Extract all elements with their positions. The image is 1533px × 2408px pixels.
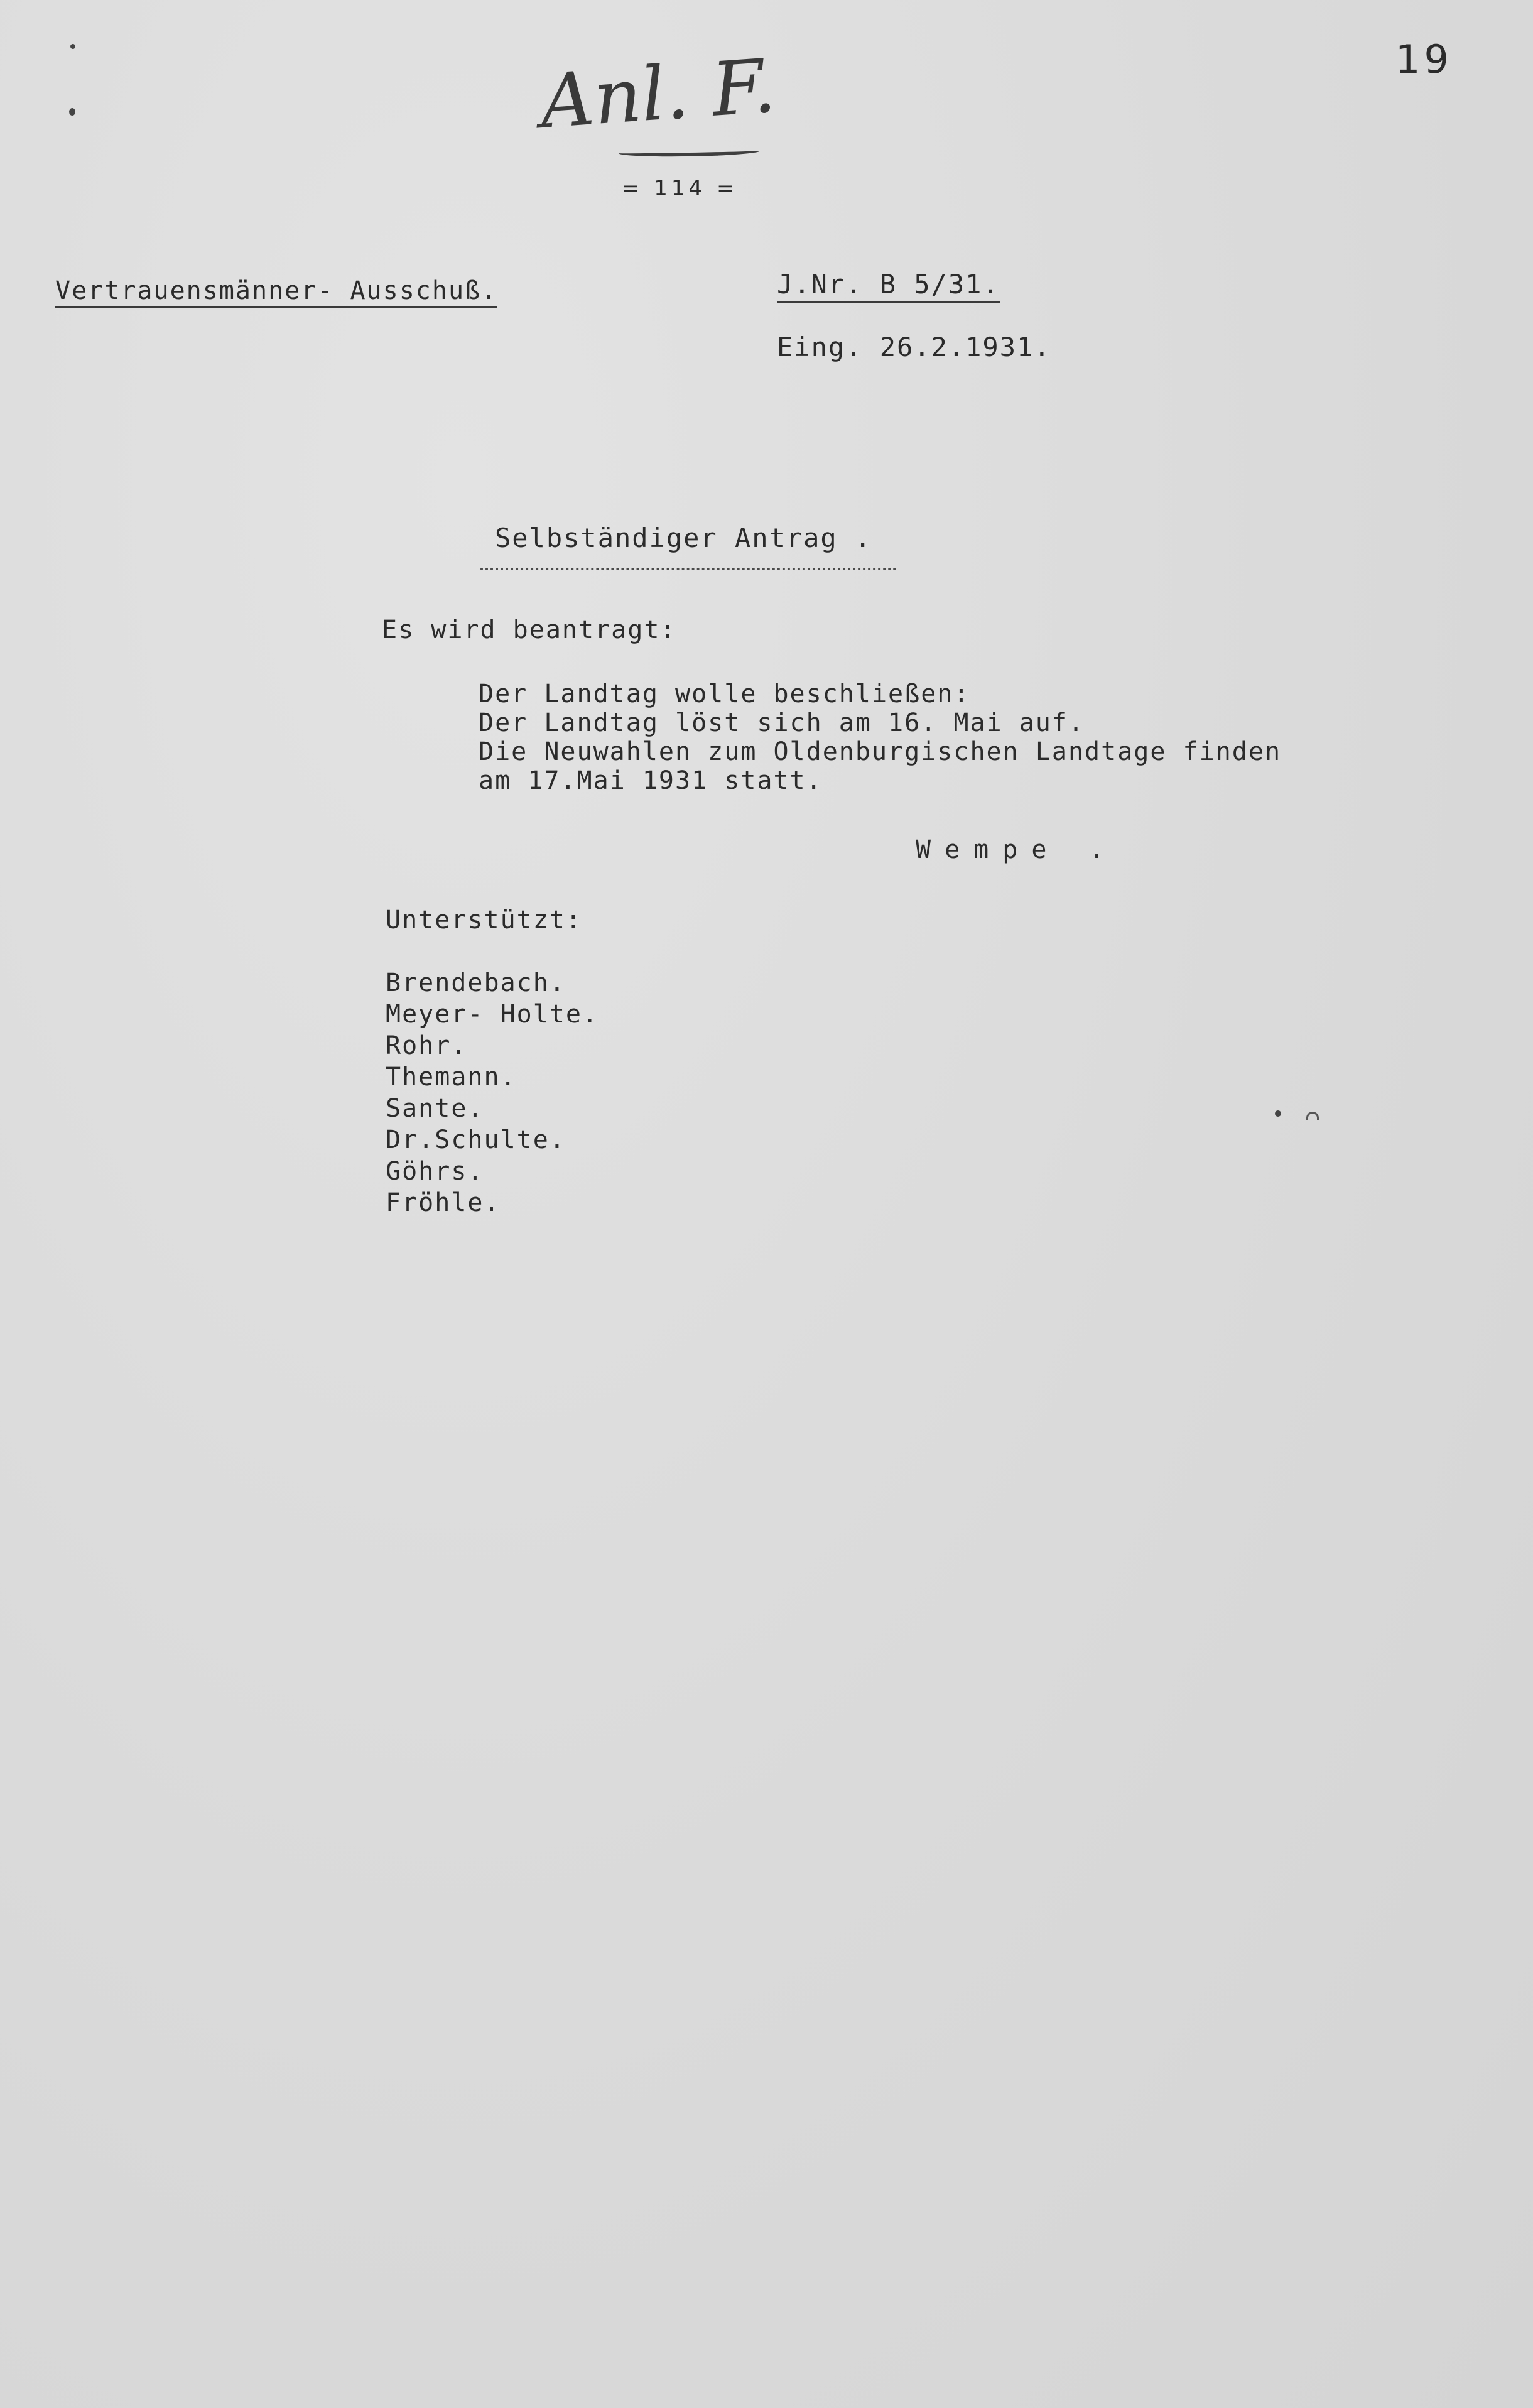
handwritten-annotation: Anl. F. xyxy=(537,42,779,145)
supporter-name: Themann. xyxy=(386,1063,517,1092)
motion-line: Der Landtag wolle beschließen: xyxy=(479,680,970,708)
paper-speck xyxy=(1306,1112,1319,1120)
page-number: 19 xyxy=(1395,36,1453,82)
motion-line: Der Landtag löst sich am 16. Mai auf. xyxy=(479,708,1085,737)
paper-speck xyxy=(1275,1110,1281,1117)
title-underline xyxy=(480,568,896,570)
motion-intro: Es wird beantragt: xyxy=(382,616,677,644)
motion-title: Selbständiger Antrag . xyxy=(495,523,872,553)
supporter-name: Göhrs. xyxy=(386,1157,484,1186)
supporter-name: Fröhle. xyxy=(386,1188,501,1217)
supporters-list xyxy=(386,967,599,1218)
journal-number: J.Nr. B 5/31. xyxy=(777,269,1000,303)
motion-body xyxy=(479,680,1281,795)
supported-label: Unterstützt: xyxy=(386,906,582,935)
motion-line: am 17.Mai 1931 statt. xyxy=(479,766,823,795)
supporter-name: Brendebach. xyxy=(386,968,566,997)
motion-line: Die Neuwahlen zum Oldenburgischen Landtage finden xyxy=(479,737,1282,766)
supporter-name: Meyer- Holte. xyxy=(386,1000,599,1029)
paper-speck xyxy=(69,108,75,116)
signatory: Wempe . xyxy=(916,835,1119,864)
annotation-underline xyxy=(619,146,760,158)
paper-speck xyxy=(70,44,75,49)
supporter-name: Rohr. xyxy=(386,1031,468,1060)
supporter-name: Dr.Schulte. xyxy=(386,1125,566,1154)
folio-number: = 114 = xyxy=(622,176,739,201)
committee-name: Vertrauensmänner- Ausschuß. xyxy=(55,276,497,308)
received-date: Eing. 26.2.1931. xyxy=(777,332,1051,362)
supporter-name: Sante. xyxy=(386,1094,484,1123)
